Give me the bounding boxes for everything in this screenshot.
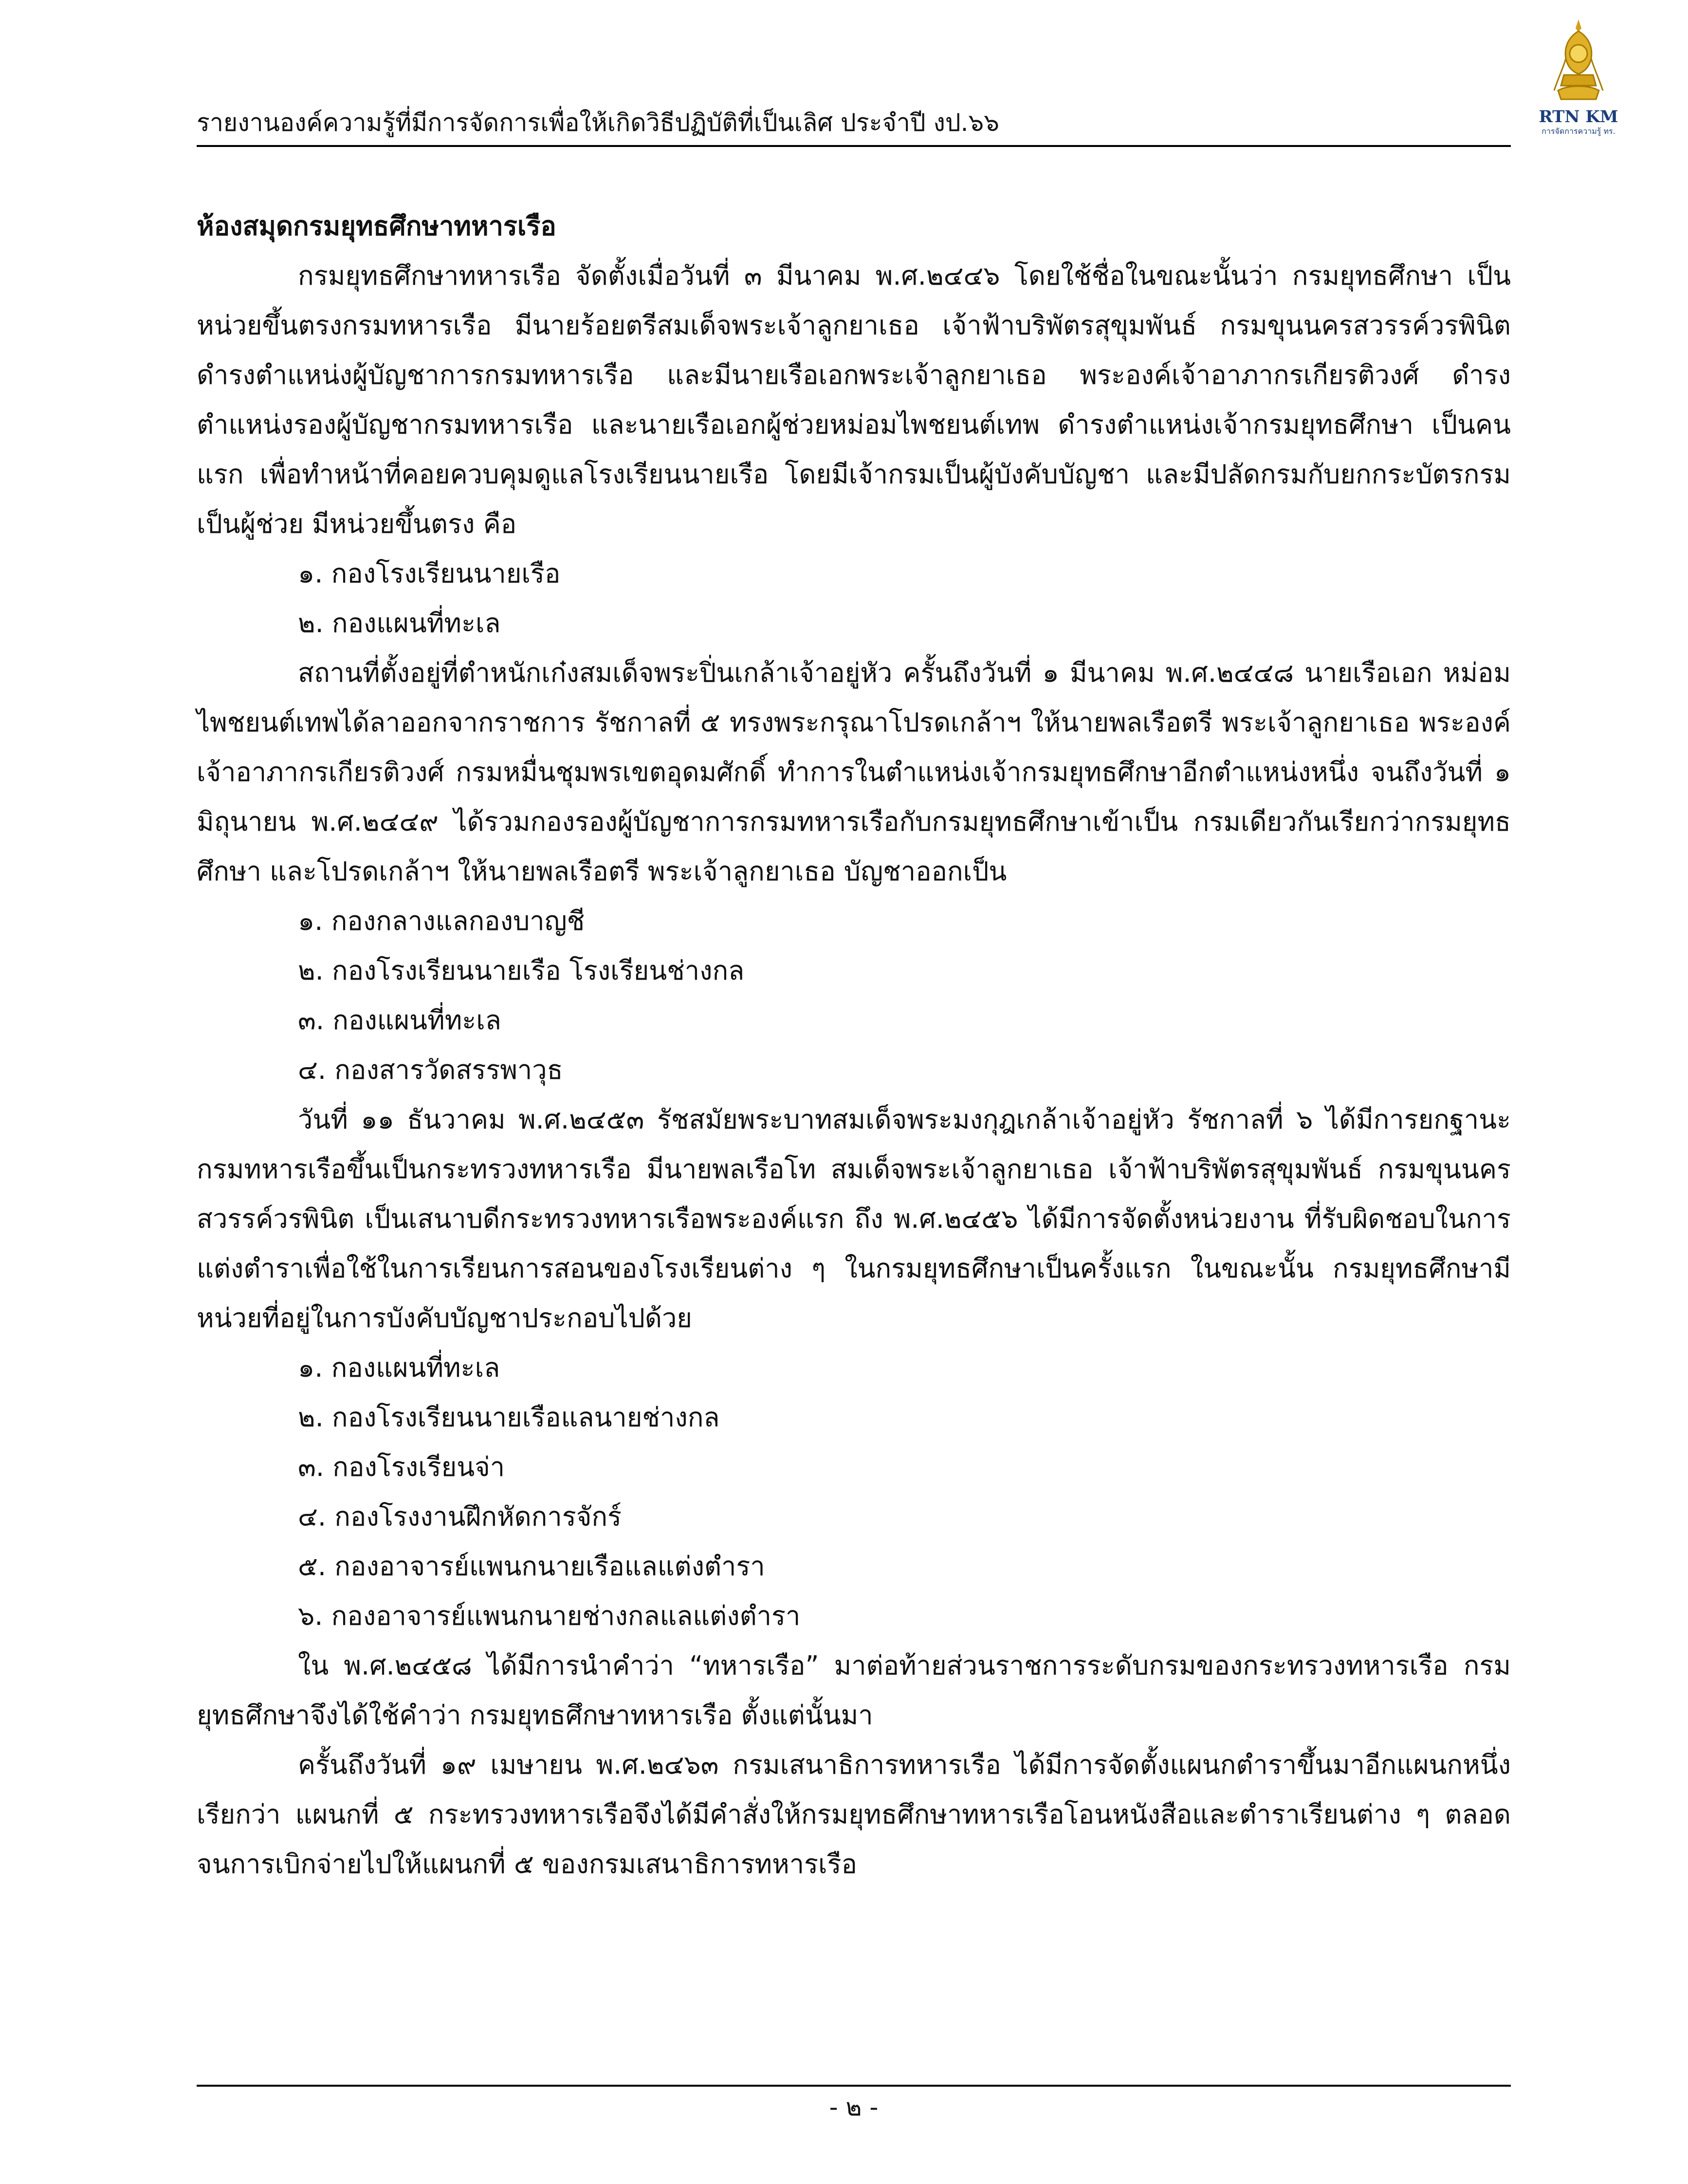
footer-divider — [197, 2085, 1511, 2087]
header-divider — [197, 145, 1511, 147]
list-item: ๓. กองโรงเรียนจ่า — [298, 1452, 505, 1482]
list-item: ๒. กองโรงเรียนนายเรือ โรงเรียนช่างกล — [298, 955, 745, 986]
list-item: ๒. กองโรงเรียนนายเรือแลนายช่างกล — [298, 1402, 720, 1433]
logo-subtext: การจัดการความรู้ ทร. — [1541, 127, 1615, 136]
paragraph-2: สถานที่ตั้งอยู่ที่ตำหนักเก๋งสมเด็จพระปิ่นเกล้าเจ้าอยู่หัว ครั้นถึงวันที่ ๑ มีนาคม พ.ศ.๒๔๔๘ นายเรือเอก หม่อมไพชยนต์เทพได้ลาออกจากราชการ รัชกาลที่ ๕ ทรงพระกรุณาโปรดเกล้าฯ ให้นายพลเรือตรี พระเจ้าลูกยาเธอ พระองค์เจ้าอาภากรเกียรติวงศ์ กรมหมื่นชุมพรเขตอุดมศักดิ์ ทำการในตำแหน่งเจ้ากรมยุทธศึกษาอีกตำแหน่งหนึ่ง จนถึงวันที่ ๑ มิถุนายน พ.ศ.๒๔๔๙ ได้รวมกองรองผู้บัญชาการกรมทหารเรือกับกรมยุทธศึกษาเข้าเป็น กรมเดียวกันเรียกว่ากรมยุทธศึกษา และโปรดเกล้าฯ ให้นายพลเรือตรี พระเจ้าลูกยาเธอ บัญชาออกเป็น — [197, 657, 1511, 887]
logo-text: RTN KM — [1539, 107, 1618, 127]
list-item: ๑. กองกลางแลกองบาญชี — [298, 906, 585, 936]
unit-list-1 — [197, 549, 1511, 648]
list-item: ๖. กองอาจารย์แพนกนายช่างกลแลแต่งตำรา — [298, 1601, 801, 1631]
list-item: ๓. กองแผนที่ทะเล — [298, 1005, 501, 1036]
list-item: ๑. กองโรงเรียนนายเรือ — [298, 558, 561, 589]
paragraph-3: วันที่ ๑๑ ธันวาคม พ.ศ.๒๔๕๓ รัชสมัยพระบาทสมเด็จพระมงกุฎเกล้าเจ้าอยู่หัว รัชกาลที่ ๖ ได้มีการยกฐานะ กรมทหารเรือขึ้นเป็นกระทรวงทหารเรือ มีนายพลเรือโท สมเด็จพระเจ้าลูกยาเธอ เจ้าฟ้าบริพัตรสุขุมพันธ์ กรมขุนนครสวรรค์วรพินิต เป็นเสนาบดีกระทรวงทหารเรือพระองค์แรก ถึง พ.ศ.๒๔๕๖ ได้มีการจัดตั้งหน่วยงาน ที่รับผิดชอบในการแต่งตำราเพื่อใช้ในการเรียนการสอนของโรงเรียนต่าง ๆ ในกรมยุทธศึกษาเป็นครั้งแรก ในขณะนั้น กรมยุทธศึกษามีหน่วยที่อยู่ในการบังคับบัญชาประกอบไปด้วย — [197, 1104, 1511, 1333]
paragraph-5: ครั้นถึงวันที่ ๑๙ เมษายน พ.ศ.๒๔๖๓ กรมเสนาธิการทหารเรือ ได้มีการจัดตั้งแผนกตำราขึ้นมาอีกแผนกหนึ่ง เรียกว่า แผนกที่ ๕ กระทรวงทหารเรือจึงได้มีคำสั่งให้กรมยุทธศึกษาทหารเรือโอนหนังสือและตำราเรียนต่าง ๆ ตลอดจนการเบิกจ่ายไปให้แผนกที่ ๕ ของกรมเสนาธิการทหารเรือ — [197, 1749, 1511, 1879]
section-title: ห้องสมุดกรมยุทธศึกษาทหารเรือ — [197, 211, 556, 241]
page-number: - ๒ - — [829, 2093, 879, 2121]
list-item: ๔. กองสารวัดสรรพาวุธ — [298, 1055, 563, 1085]
paragraph-1: กรมยุทธศึกษาทหารเรือ จัดตั้งเมื่อวันที่ ๓ มีนาคม พ.ศ.๒๔๔๖ โดยใช้ชื่อในขณะนั้นว่า กรมยุทธศึกษา เป็นหน่วยขึ้นตรงกรมทหารเรือ มีนายร้อยตรีสมเด็จพระเจ้าลูกยาเธอ เจ้าฟ้าบริพัตรสุขุมพันธ์ กรมขุนนครสวรรค์วรพินิต ดำรงตำแหน่งผู้บัญชาการกรมทหารเรือ และมีนายเรือเอกพระเจ้าลูกยาเธอ พระองค์เจ้าอาภากรเกียรติวงศ์ ดำรงตำแหน่งรองผู้บัญชากรมทหารเรือ และนายเรือเอกผู้ช่วยหม่อมไพชยนต์เทพ ดำรงตำแหน่งเจ้ากรมยุทธศึกษา เป็นคนแรก เพื่อทำหน้าที่คอยควบคุมดูแลโรงเรียนนายเรือ โดยมีเจ้ากรมเป็นผู้บังคับบัญชา และมีปลัดกรมกับยกกระบัตรกรมเป็นผู้ช่วย มีหน่วยขึ้นตรง คือ — [197, 260, 1511, 539]
list-item: ๒. กองแผนที่ทะเล — [298, 608, 501, 638]
document-body — [197, 201, 1511, 1889]
list-item: ๕. กองอาจารย์แพนกนายเรือแลแต่งตำรา — [298, 1551, 765, 1582]
unit-list-2 — [197, 896, 1511, 1095]
document-header-title: รายงานองค์ความรู้ที่มีการจัดการเพื่อให้เกิดวิธีปฏิบัติที่เป็นเลิศ ประจำปี งป.๖๖ — [197, 109, 999, 137]
gold-emblem-icon — [1549, 18, 1608, 105]
paragraph-4: ใน พ.ศ.๒๔๕๘ ได้มีการนำคำว่า “ทหารเรือ” มาต่อท้ายส่วนราชการระดับกรมของกระทรวงทหารเรือ กรมยุทธศึกษาจึงได้ใช้คำว่า กรมยุทธศึกษาทหารเรือ ตั้งแต่นั้นมา — [197, 1650, 1511, 1730]
rtn-km-logo — [1508, 18, 1649, 144]
unit-list-3 — [197, 1343, 1511, 1641]
list-item: ๑. กองแผนที่ทะเล — [298, 1352, 500, 1383]
list-item: ๔. กองโรงงานฝึกหัดการจักร์ — [298, 1501, 622, 1532]
